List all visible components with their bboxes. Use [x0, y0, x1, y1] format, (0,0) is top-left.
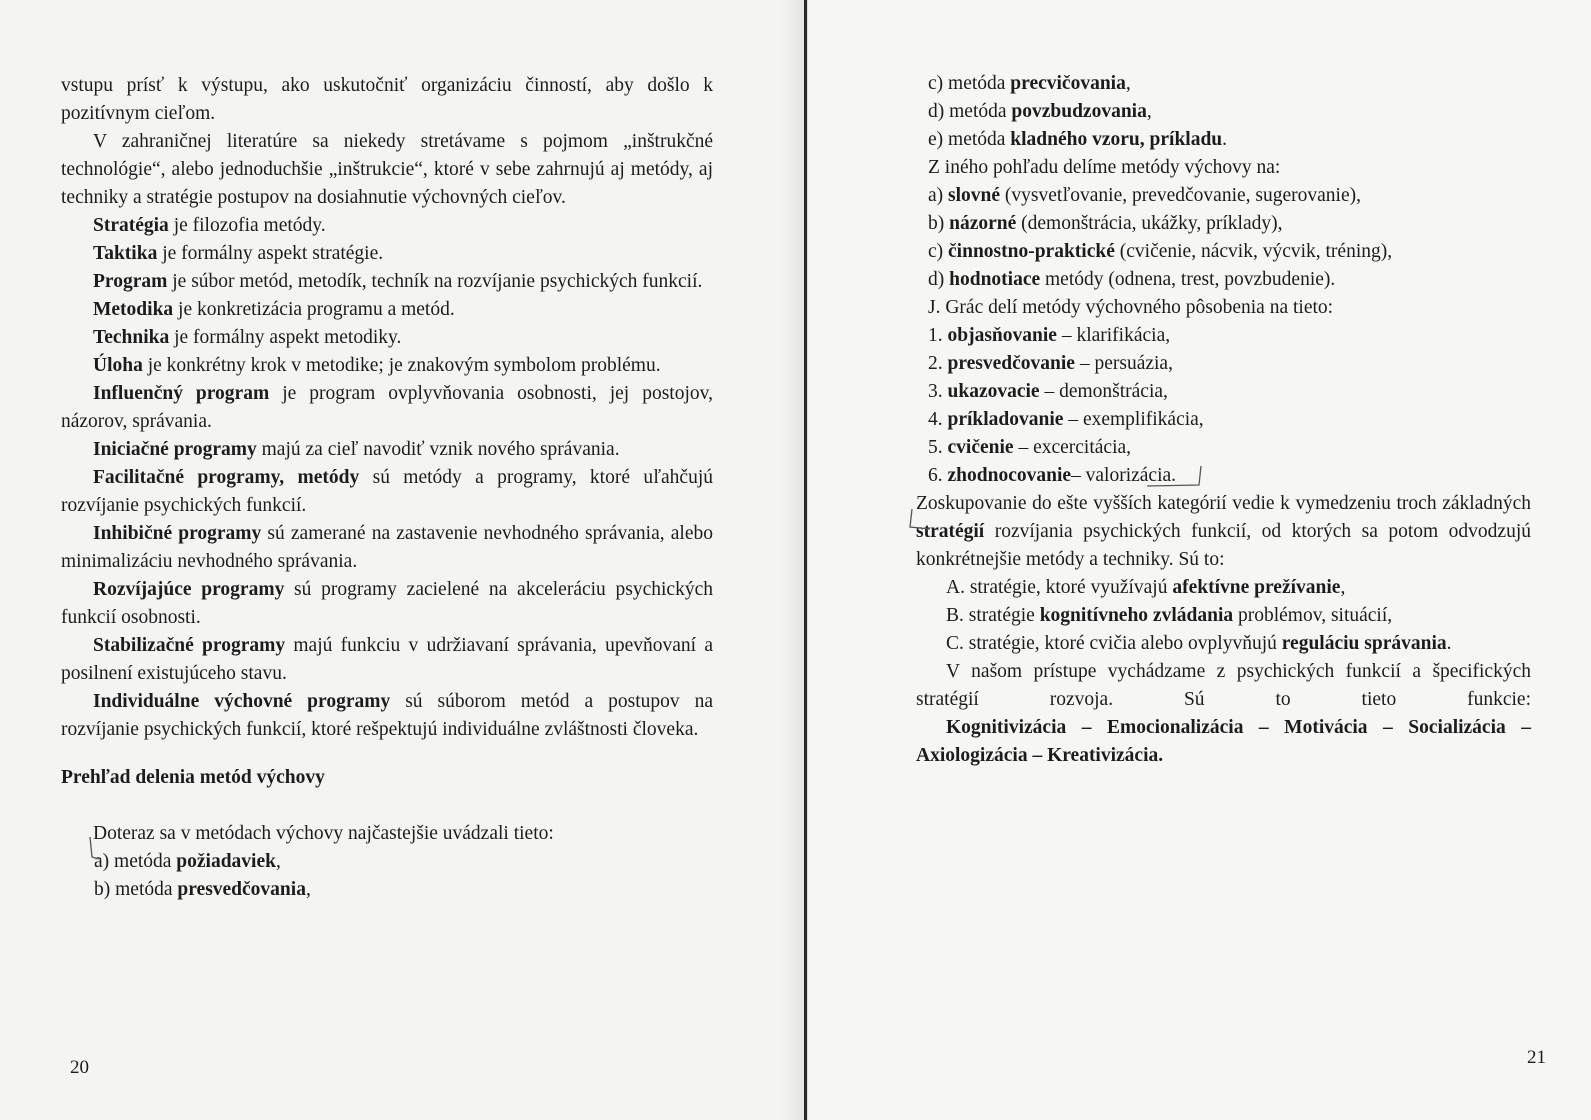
strategy-suffix: ,	[1340, 577, 1346, 598]
list-item	[916, 322, 1531, 350]
definition-text: je formálny aspekt stratégie.	[157, 243, 384, 264]
definition-text: sú programy zacielené na akceleráciu psychických funkcií osobnosti.	[61, 579, 713, 628]
strategy-name: reguláciu správania	[1281, 633, 1447, 654]
list-term: objasňovanie	[947, 325, 1057, 346]
term: Inhibičné programy	[93, 523, 262, 544]
left-page-text	[61, 72, 713, 904]
list-prefix: b)	[928, 213, 950, 234]
page-number: 21	[1527, 1047, 1546, 1068]
section-heading: Prehľad delenia metód výchovy	[61, 767, 325, 788]
right-page	[808, 0, 1591, 1120]
list-prefix: 2.	[928, 353, 948, 374]
definition-text: majú funkciu v udržiavaní správania, upevňovaní a posilnení existujúceho stavu.	[61, 635, 713, 684]
list-term: presvedčovanie	[947, 353, 1075, 374]
strategy-name: afektívne prežívanie	[1172, 577, 1341, 598]
list-prefix: 3.	[928, 381, 948, 402]
strategy-suffix: .	[1446, 633, 1452, 654]
list-suffix: – valorizácia.	[1071, 465, 1177, 486]
term: Technika	[93, 327, 170, 348]
term: Facilitačné programy, metódy	[93, 467, 360, 488]
list-term: činnostno-praktické	[948, 241, 1115, 262]
paragraph-text: rozvíjania psychických funkcií, od ktorých sa potom odvodzujú konkrétnejšie metódy a techniky. Sú to:	[916, 521, 1531, 570]
list-item	[916, 350, 1531, 378]
list-suffix: metódy (odnena, trest, povzbudenie).	[1040, 269, 1336, 290]
definition-text: majú za cieľ navodiť vznik nového správania.	[256, 439, 620, 460]
spacer	[61, 744, 713, 764]
method-suffix: ,	[275, 851, 281, 872]
method-prefix: d) metóda	[928, 101, 1012, 122]
term: Iniciačné programy	[93, 439, 257, 460]
list-prefix: a)	[928, 185, 949, 206]
paragraph	[916, 490, 1531, 574]
paragraph	[61, 820, 713, 848]
method-item	[916, 70, 1531, 98]
definition	[61, 324, 713, 352]
paragraph-text: Zoskupovanie do ešte vyšších kategórií vedie k vymedzeniu troch základných	[916, 493, 1531, 514]
list-term: cvičenie	[947, 437, 1014, 458]
method-item	[916, 98, 1531, 126]
list-item	[916, 266, 1531, 294]
list-suffix: – demonštrácia,	[1039, 381, 1168, 402]
list-term: ukazovacie	[947, 381, 1040, 402]
term: Stratégia	[93, 215, 169, 236]
term: Úloha	[93, 355, 143, 376]
definition	[61, 520, 713, 576]
strategy-prefix: C. stratégie, ktoré cvičia alebo ovplyvňujú	[946, 633, 1282, 654]
list-suffix: – persuázia,	[1074, 353, 1173, 374]
definition	[61, 576, 713, 632]
gutter-shadow	[780, 0, 804, 1120]
method-suffix: ,	[1146, 101, 1152, 122]
definition	[61, 268, 713, 296]
definition	[61, 240, 713, 268]
list-term: názorné	[949, 213, 1017, 234]
list-item	[916, 182, 1531, 210]
list-item	[916, 406, 1531, 434]
definition	[61, 688, 713, 744]
definition-text: sú metódy a programy, ktoré uľahčujú rozvíjanie psychických funkcií.	[61, 467, 713, 516]
paragraph: J. Grác delí metódy výchovného pôsobenia na tieto:	[928, 297, 1334, 318]
term: Influenčný program	[93, 383, 270, 404]
definition-text: je filozofia metódy.	[168, 215, 326, 236]
term: Rozvíjajúce programy	[93, 579, 285, 600]
definition	[61, 436, 713, 464]
method-name: presvedčovania	[177, 879, 306, 900]
method-suffix: .	[1222, 129, 1228, 150]
definition	[61, 296, 713, 324]
strategy-prefix: B. stratégie	[946, 605, 1040, 626]
method-prefix: a) metóda	[94, 851, 177, 872]
list-prefix: d)	[928, 269, 950, 290]
definition-text: sú zamerané na zastavenie nevhodného správania, alebo minimalizáciu nevhodného správania.	[61, 523, 713, 572]
list-prefix: 5.	[928, 437, 948, 458]
list-term: slovné	[948, 185, 1001, 206]
method-name: povzbudzovania	[1011, 101, 1147, 122]
method-item	[916, 126, 1531, 154]
strategy-suffix: problémov, situácií,	[1233, 605, 1393, 626]
strategy-term: stratégií	[916, 521, 985, 542]
spacer	[61, 792, 713, 820]
list-item	[916, 378, 1531, 406]
definition-text: je konkretizácia programu a metód.	[173, 299, 455, 320]
strategy-prefix: A. stratégie, ktoré využívajú	[946, 577, 1173, 598]
strategy-name: kognitívneho zvládania	[1039, 605, 1234, 626]
term: Metodika	[93, 299, 174, 320]
paragraph-text: V našom prístupe vychádzame z psychických funkcií a špecifických stratégií rozvoja. Sú to tieto funkcie:	[916, 661, 1531, 710]
definition-text: sú súborom metód a postupov na rozvíjanie psychických funkcií, ktoré rešpektujú individuálne zvláštnosti človeka.	[61, 691, 713, 740]
list-item	[916, 434, 1531, 462]
method-name: kladného vzoru, príkladu	[1010, 129, 1223, 150]
method-item	[61, 876, 713, 904]
right-page-text	[916, 70, 1531, 770]
paragraph: V zahraničnej literatúre sa niekedy stretávame s pojmom „inštrukčné technológie“, alebo jednoduchšie „inštrukcie“, ktoré v sebe zahrnujú aj metódy, aj techniky a stratégie postupov na dosiahnutie výchovných cieľov.	[61, 131, 713, 208]
method-suffix: ,	[305, 879, 311, 900]
list-suffix: – exemplifikácia,	[1063, 409, 1204, 430]
list-term: príkladovanie	[947, 409, 1064, 430]
definition	[61, 352, 713, 380]
list-item	[916, 210, 1531, 238]
definition	[61, 380, 713, 436]
pencil-mark	[1071, 462, 1176, 490]
list-term: hodnotiace	[949, 269, 1041, 290]
list-prefix: 4.	[928, 409, 948, 430]
term: Individuálne výchovné programy	[93, 691, 391, 712]
term: Program	[93, 271, 168, 292]
definition	[61, 632, 713, 688]
paragraph: vstupu prísť k výstupu, ako uskutočniť organizáciu činností, aby došlo k pozitívnym cieľom.	[61, 75, 713, 124]
definition-text: je formálny aspekt metodiky.	[169, 327, 402, 348]
list-prefix: c)	[928, 241, 949, 262]
list-term: zhodnocovanie	[947, 465, 1072, 486]
definition	[61, 212, 713, 240]
method-prefix: b) metóda	[94, 879, 178, 900]
method-name: požiadaviek	[176, 851, 276, 872]
list-item	[916, 462, 1531, 490]
definition-text: je súbor metód, metodík, techník na rozvíjanie psychických funkcií.	[167, 271, 703, 292]
method-prefix: e) metóda	[928, 129, 1011, 150]
list-suffix: – excercitácia,	[1013, 437, 1132, 458]
list-suffix: – klarifikácia,	[1056, 325, 1171, 346]
list-suffix: (vysvetľovanie, prevedčovanie, sugerovanie),	[1000, 185, 1361, 206]
strategy-item	[916, 574, 1531, 602]
method-prefix: c) metóda	[928, 73, 1011, 94]
term: Taktika	[93, 243, 158, 264]
functions-list: Kognitivizácia – Emocionalizácia – Motivácia – Socializácia – Axiologizácia – Kreativizácia.	[916, 717, 1531, 766]
definition-text: je konkrétny krok v metodike; je znakovým symbolom problému.	[142, 355, 661, 376]
list-prefix: 6.	[928, 465, 948, 486]
definition-text: je program ovplyvňovania osobnosti, jej postojov, názorov, správania.	[61, 383, 713, 432]
term: Stabilizačné programy	[93, 635, 286, 656]
strategy-item	[916, 602, 1531, 630]
intro-text: Doteraz sa v metódach výchovy najčastejšie uvádzali tieto:	[93, 823, 554, 844]
strategy-item	[916, 630, 1531, 658]
list-prefix: 1.	[928, 325, 948, 346]
paragraph	[916, 658, 1531, 770]
paragraph: Z iného pohľadu delíme metódy výchovy na:	[928, 157, 1281, 178]
list-item	[916, 238, 1531, 266]
method-item	[61, 848, 713, 876]
list-suffix: (cvičenie, nácvik, výcvik, tréning),	[1114, 241, 1393, 262]
method-suffix: ,	[1125, 73, 1131, 94]
list-suffix: (demonštrácia, ukážky, príklady),	[1016, 213, 1283, 234]
definition	[61, 464, 713, 520]
method-name: precvičovania	[1010, 73, 1126, 94]
page-number: 20	[70, 1057, 89, 1078]
